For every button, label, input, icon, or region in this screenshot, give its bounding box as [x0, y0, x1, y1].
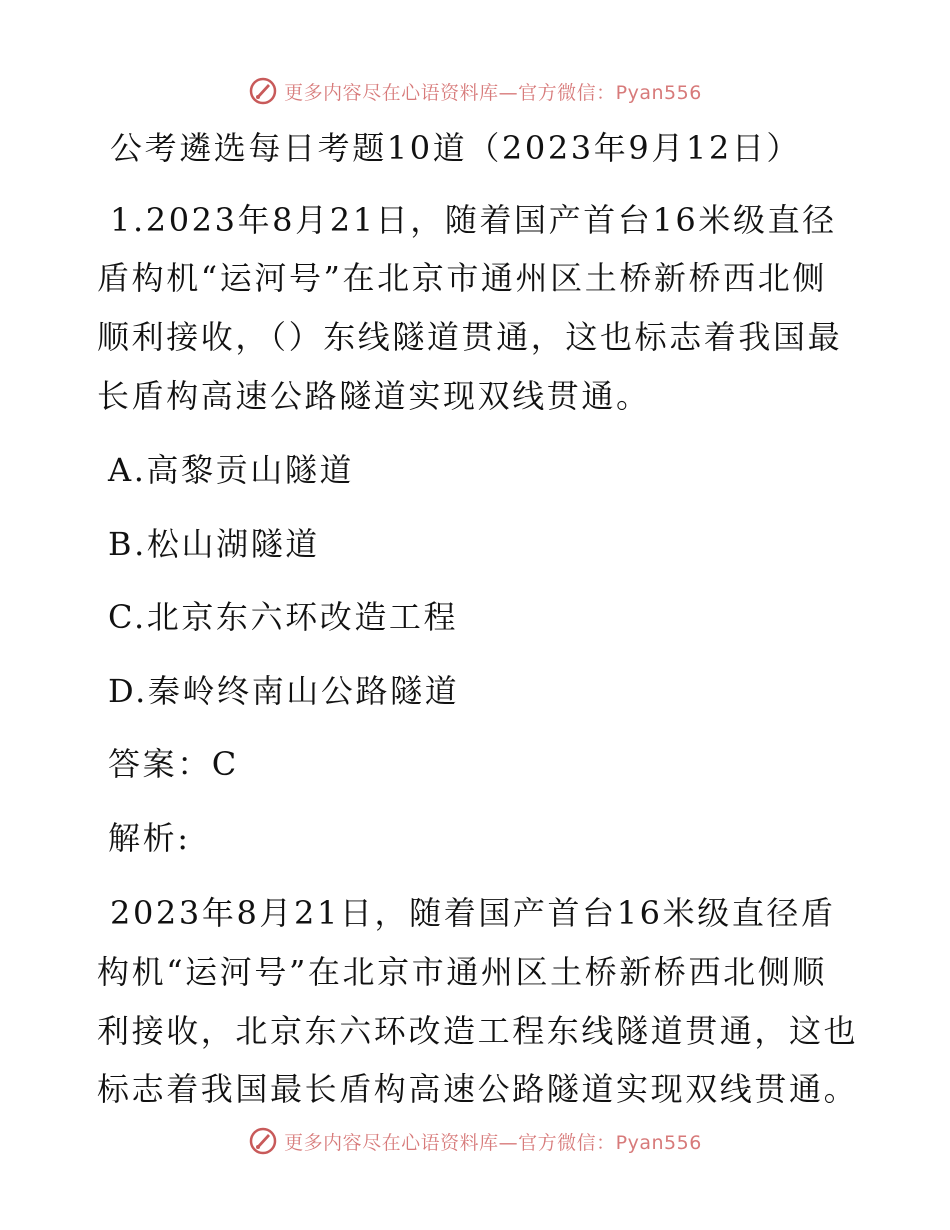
watermark-text: 更多内容尽在心语资料库—官方微信：Pyan556: [284, 81, 702, 104]
question-line-4: 长盾构高速公路隧道实现双线贯通。: [97, 377, 651, 415]
analysis-line-4: 标志着我国最长盾构高速公路隧道实现双线贯通。: [97, 1070, 859, 1108]
header-watermark: [0, 71, 950, 111]
question-line-2: 盾构机“运河号”在北京市通州区土桥新桥西北侧: [97, 259, 827, 297]
analysis-label: 解析:: [108, 819, 191, 857]
logo-icon: [248, 1126, 278, 1156]
document-title: 公考遴选每日考题10道（2023年9月12日）: [110, 129, 802, 167]
footer-watermark: [0, 1121, 950, 1161]
analysis-line-2: 构机“运河号”在北京市通州区土桥新桥西北侧顺: [97, 953, 827, 991]
option-c: C.北京东六环改造工程: [108, 598, 459, 636]
answer-line: 答案：C: [108, 745, 239, 783]
option-a: A.高黎贡山隧道: [108, 451, 355, 489]
analysis-line-3: 利接收，北京东六环改造工程东线隧道贯通，这也: [97, 1012, 859, 1050]
logo-icon: [248, 76, 278, 106]
watermark-text: 更多内容尽在心语资料库—官方微信：Pyan556: [284, 1131, 702, 1154]
analysis-line-1: 2023年8月21日，随着国产首台16米级直径盾: [110, 894, 836, 932]
option-b: B.松山湖隧道: [108, 525, 320, 563]
option-d: D.秦岭终南山公路隧道: [108, 672, 460, 710]
question-line-3: 顺利接收，（）东线隧道贯通，这也标志着我国最: [97, 318, 843, 356]
question-line-1: 1.2023年8月21日，随着国产首台16米级直径: [110, 201, 837, 239]
